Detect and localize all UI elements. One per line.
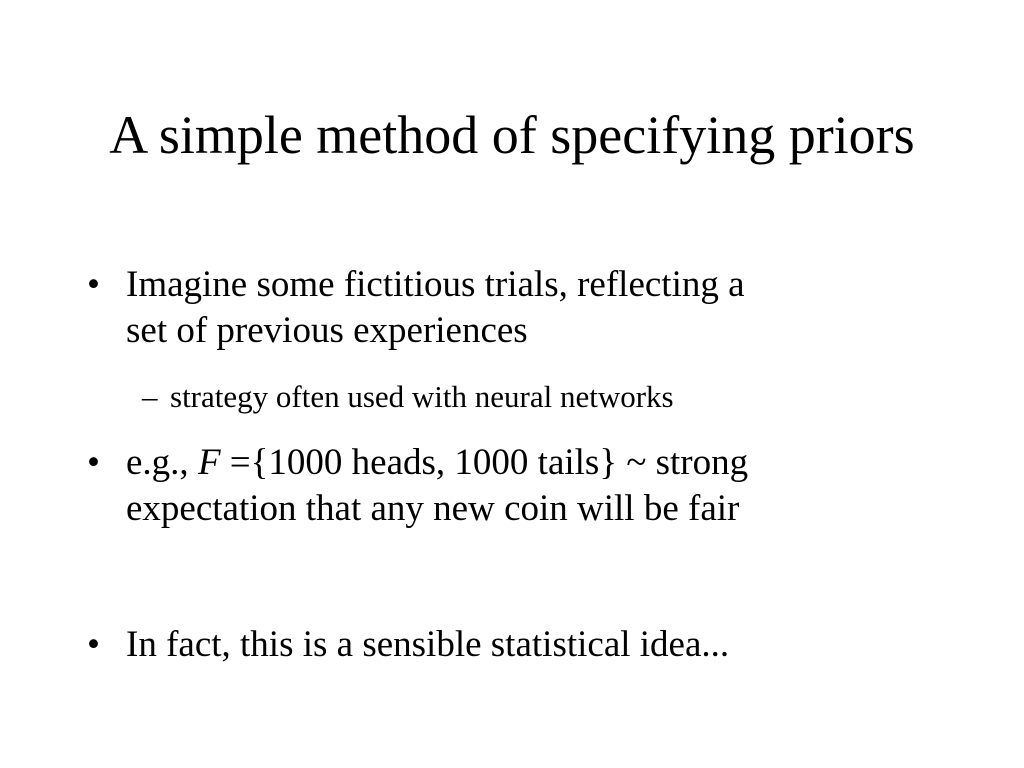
dash-icon: – bbox=[142, 379, 158, 414]
bullet-icon: • bbox=[87, 624, 100, 665]
bullet-item-3 bbox=[87, 622, 907, 668]
bullet-2-line-2: expectation that any new coin will be fair bbox=[126, 488, 740, 529]
bullet-2-prefix: e.g., bbox=[126, 442, 198, 483]
bullet-1-line-2: set of previous experiences bbox=[126, 310, 528, 351]
bullet-item-1 bbox=[87, 262, 907, 354]
sub-bullet-item bbox=[142, 378, 674, 416]
bullet-3-line-1: In fact, this is a sensible statistical idea... bbox=[126, 624, 730, 665]
slide-title: A simple method of specifying priors bbox=[109, 105, 915, 165]
variable-f: F bbox=[197, 442, 221, 483]
bullet-icon: • bbox=[87, 442, 100, 483]
sub-bullet-text: strategy often used with neural networks bbox=[170, 379, 674, 414]
bullet-1-line-1: Imagine some fictitious trials, reflecting a bbox=[126, 264, 745, 305]
bullet-2-line-1 bbox=[126, 440, 748, 486]
bullet-item-2 bbox=[87, 440, 917, 532]
bullet-icon: • bbox=[87, 264, 100, 305]
bullet-2-rest: ={1000 heads, 1000 tails} ~ strong bbox=[220, 442, 749, 483]
